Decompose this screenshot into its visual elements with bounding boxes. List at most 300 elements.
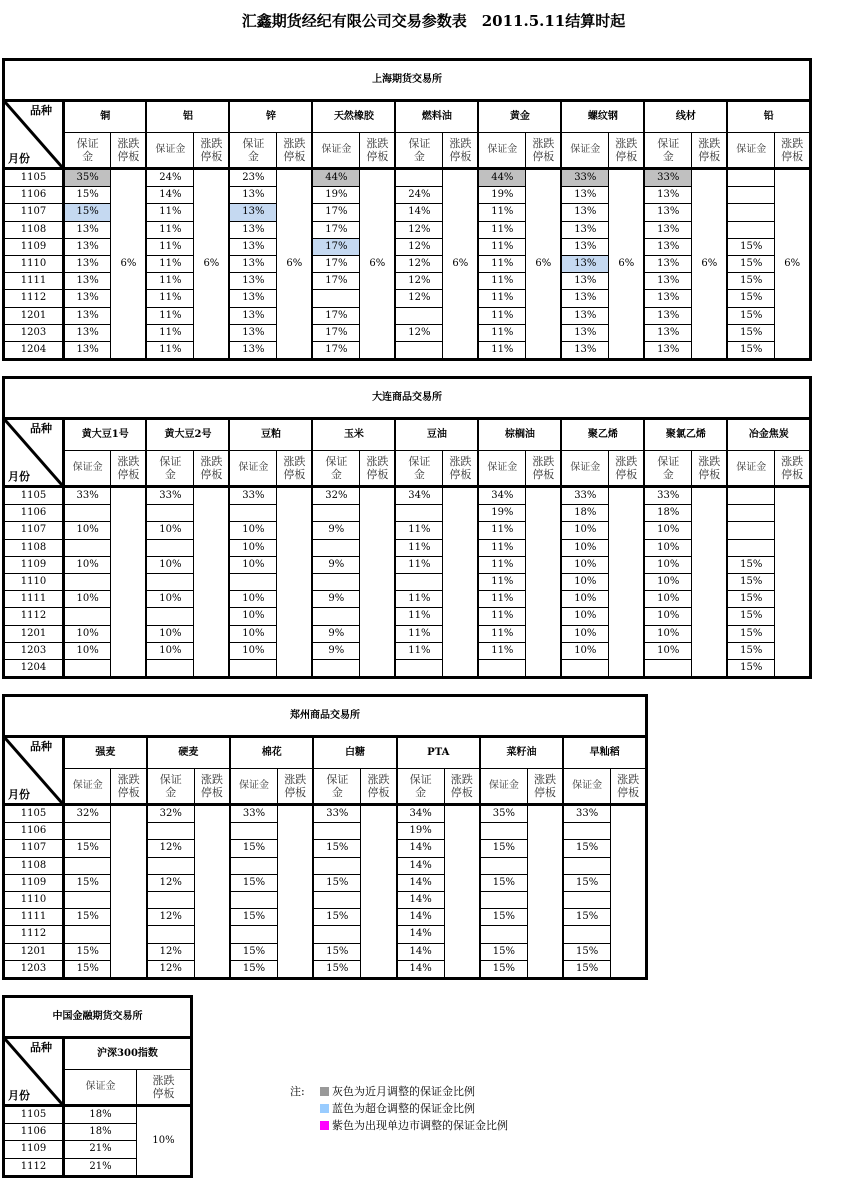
margin-header	[644, 451, 691, 487]
margin-cell: 17%	[312, 307, 359, 324]
margin-header: 保证金	[312, 133, 359, 169]
subheader-row	[4, 769, 647, 805]
legend-label: 注:	[290, 1085, 305, 1098]
limit-header-text: 涨跌 停板	[617, 772, 640, 799]
month-cell: 1204	[4, 341, 64, 359]
margin-cell: 9%	[312, 591, 359, 608]
margin-cell: 10%	[229, 539, 276, 556]
grey-swatch-icon	[320, 1087, 329, 1096]
shfe-table	[2, 58, 812, 361]
margin-cell: 18%	[64, 1106, 137, 1124]
margin-cell: 15%	[64, 840, 111, 857]
margin-cell	[727, 187, 774, 204]
product-name: PTA	[397, 737, 480, 769]
margin-cell: 15%	[563, 943, 610, 960]
margin-cell	[313, 926, 360, 943]
margin-cell: 44%	[312, 169, 359, 187]
margin-cell: 15%	[727, 324, 774, 341]
limit-header	[443, 451, 479, 487]
margin-cell: 10%	[64, 591, 111, 608]
margin-cell	[312, 539, 359, 556]
margin-cell: 14%	[395, 204, 442, 221]
margin-cell: 12%	[395, 255, 442, 272]
month-cell: 1108	[4, 221, 64, 238]
limit-header-text: 涨跌 停板	[449, 136, 472, 163]
margin-cell: 10%	[561, 591, 608, 608]
margin-header	[64, 133, 111, 169]
limit-header-text: 涨跌 停板	[367, 772, 390, 799]
margin-cell: 19%	[478, 187, 525, 204]
margin-cell: 15%	[230, 874, 277, 891]
margin-header-text: 保证 金	[408, 454, 431, 481]
margin-header: 保证金	[478, 133, 525, 169]
margin-cell: 10%	[644, 539, 691, 556]
margin-cell	[312, 659, 359, 677]
margin-cell: 12%	[147, 874, 194, 891]
margin-cell: 32%	[312, 487, 359, 505]
margin-cell: 10%	[561, 539, 608, 556]
margin-cell: 34%	[478, 487, 525, 505]
margin-cell: 15%	[313, 874, 360, 891]
margin-cell: 13%	[644, 324, 691, 341]
month-cell: 1111	[4, 273, 64, 290]
limit-header-text: 涨跌 停板	[284, 772, 307, 799]
month-cell: 1203	[4, 960, 64, 978]
margin-cell: 13%	[229, 290, 276, 307]
margin-cell	[480, 823, 527, 840]
product-name: 燃料油	[395, 101, 478, 133]
margin-cell: 15%	[313, 840, 360, 857]
margin-header-text: 保证 金	[409, 772, 432, 799]
product-name: 豆粕	[229, 419, 312, 451]
month-cell: 1112	[4, 926, 64, 943]
margin-cell	[395, 659, 442, 677]
corner-product-label: 品种	[30, 740, 52, 753]
margin-cell	[229, 573, 276, 590]
margin-cell	[727, 522, 774, 539]
month-cell: 1112	[4, 290, 64, 307]
margin-cell: 11%	[395, 522, 442, 539]
product-name: 铝	[146, 101, 229, 133]
margin-cell	[563, 891, 610, 908]
margin-cell: 33%	[64, 487, 111, 505]
margin-cell	[146, 505, 193, 522]
margin-cell: 15%	[230, 840, 277, 857]
margin-cell: 15%	[727, 659, 774, 677]
product-header-row	[4, 737, 647, 769]
margin-cell: 15%	[727, 556, 774, 573]
product-name: 棉花	[230, 737, 313, 769]
limit-header	[194, 769, 230, 805]
product-name: 螺纹钢	[561, 101, 644, 133]
margin-cell: 11%	[395, 556, 442, 573]
margin-cell: 11%	[146, 307, 193, 324]
product-name: 菜籽油	[480, 737, 563, 769]
product-name: 聚氯乙烯	[644, 419, 727, 451]
legend-row	[290, 1100, 508, 1117]
margin-cell: 10%	[146, 522, 193, 539]
margin-cell: 12%	[395, 273, 442, 290]
margin-header: 保证金	[561, 133, 608, 169]
margin-cell	[395, 307, 442, 324]
subheader-row	[4, 451, 811, 487]
margin-cell: 13%	[229, 324, 276, 341]
margin-cell: 11%	[395, 539, 442, 556]
margin-cell: 11%	[478, 307, 525, 324]
margin-cell: 10%	[229, 522, 276, 539]
margin-cell	[312, 573, 359, 590]
margin-header	[397, 769, 444, 805]
margin-cell: 10%	[229, 642, 276, 659]
margin-cell: 13%	[229, 307, 276, 324]
margin-cell: 13%	[644, 341, 691, 359]
margin-cell: 12%	[147, 960, 194, 978]
limit-header-text: 涨跌 停板	[200, 454, 223, 481]
product-name: 早籼稻	[563, 737, 646, 769]
margin-cell	[147, 823, 194, 840]
limit-header-text: 涨跌 停板	[117, 454, 140, 481]
margin-cell: 10%	[644, 556, 691, 573]
margin-cell: 13%	[644, 238, 691, 255]
limit-header	[277, 451, 313, 487]
margin-cell: 11%	[146, 290, 193, 307]
limit-header	[360, 133, 396, 169]
margin-cell: 13%	[644, 307, 691, 324]
margin-cell: 11%	[146, 204, 193, 221]
margin-cell: 15%	[563, 840, 610, 857]
limit-header	[277, 133, 313, 169]
limit-header-text: 涨跌 停板	[532, 454, 555, 481]
limit-header	[136, 1070, 191, 1106]
margin-cell	[480, 926, 527, 943]
margin-cell	[395, 169, 442, 187]
exchange-name: 中国金融期货交易所	[4, 997, 192, 1038]
corner-header	[4, 419, 64, 487]
margin-cell: 11%	[146, 341, 193, 359]
margin-cell: 12%	[395, 221, 442, 238]
margin-cell: 13%	[561, 238, 608, 255]
margin-cell	[64, 857, 111, 874]
margin-cell: 10%	[64, 625, 111, 642]
month-cell: 1109	[4, 556, 64, 573]
margin-cell	[64, 823, 111, 840]
margin-cell: 15%	[64, 960, 111, 978]
margin-cell: 11%	[478, 539, 525, 556]
margin-header: 保证金	[727, 451, 774, 487]
document-title: 汇鑫期货经纪有限公司交易参数表 2011.5.11结算时起	[241, 12, 626, 30]
limit-cell: 6%	[526, 169, 562, 360]
margin-cell: 13%	[64, 273, 111, 290]
product-name: 线材	[644, 101, 727, 133]
margin-cell	[395, 505, 442, 522]
margin-cell: 13%	[561, 324, 608, 341]
margin-cell: 33%	[644, 169, 691, 187]
margin-cell: 15%	[727, 591, 774, 608]
margin-cell	[727, 505, 774, 522]
exchange-title-row	[4, 997, 192, 1038]
margin-cell: 15%	[727, 608, 774, 625]
margin-cell: 14%	[397, 874, 444, 891]
limit-header	[609, 133, 645, 169]
margin-cell: 32%	[147, 805, 194, 823]
margin-header	[146, 451, 193, 487]
margin-cell: 14%	[146, 187, 193, 204]
margin-cell: 34%	[397, 805, 444, 823]
margin-cell: 21%	[64, 1158, 137, 1176]
margin-cell: 11%	[146, 273, 193, 290]
table-row	[4, 1106, 192, 1124]
margin-cell	[230, 857, 277, 874]
margin-cell: 9%	[312, 556, 359, 573]
margin-cell: 11%	[478, 625, 525, 642]
margin-cell: 24%	[146, 169, 193, 187]
margin-cell: 13%	[229, 187, 276, 204]
product-name: 强麦	[64, 737, 147, 769]
margin-cell	[64, 608, 111, 625]
month-cell: 1109	[4, 874, 64, 891]
limit-header	[278, 769, 314, 805]
limit-header-text: 涨跌 停板	[532, 136, 555, 163]
limit-header	[194, 133, 230, 169]
product-name: 锌	[229, 101, 312, 133]
margin-cell: 11%	[478, 522, 525, 539]
margin-header	[395, 133, 442, 169]
margin-cell	[64, 539, 111, 556]
margin-cell: 13%	[644, 204, 691, 221]
month-cell: 1106	[4, 187, 64, 204]
margin-cell	[312, 290, 359, 307]
margin-cell	[480, 857, 527, 874]
limit-cell	[443, 487, 479, 678]
month-cell: 1106	[4, 823, 64, 840]
corner-month-label: 月份	[8, 152, 30, 165]
product-name: 聚乙烯	[561, 419, 644, 451]
limit-header	[111, 769, 147, 805]
corner-header	[4, 737, 64, 805]
exchange-name: 郑州商品交易所	[4, 696, 647, 737]
margin-cell: 13%	[64, 221, 111, 238]
month-cell: 1109	[4, 238, 64, 255]
legend-text: 灰色为近月调整的保证金比例	[332, 1085, 475, 1098]
margin-cell: 10%	[146, 556, 193, 573]
margin-cell: 13%	[64, 324, 111, 341]
margin-cell: 18%	[561, 505, 608, 522]
margin-cell: 14%	[397, 909, 444, 926]
margin-cell: 10%	[229, 608, 276, 625]
margin-cell: 10%	[561, 556, 608, 573]
margin-cell: 15%	[64, 204, 111, 221]
month-cell: 1203	[4, 642, 64, 659]
margin-cell: 11%	[478, 273, 525, 290]
margin-cell: 13%	[561, 273, 608, 290]
limit-cell	[360, 487, 396, 678]
margin-cell: 9%	[312, 625, 359, 642]
margin-cell: 10%	[561, 573, 608, 590]
limit-header-text: 涨跌 停板	[117, 136, 140, 163]
margin-header: 保证金	[478, 451, 525, 487]
margin-cell: 13%	[229, 255, 276, 272]
magenta-swatch-icon	[320, 1121, 329, 1130]
margin-cell: 14%	[397, 840, 444, 857]
margin-cell	[312, 505, 359, 522]
limit-header	[775, 133, 811, 169]
margin-cell: 14%	[397, 943, 444, 960]
margin-cell: 15%	[727, 341, 774, 359]
margin-cell: 12%	[395, 238, 442, 255]
margin-cell: 10%	[644, 573, 691, 590]
table-row	[4, 169, 811, 187]
margin-cell: 11%	[146, 221, 193, 238]
limit-header-text: 涨跌 停板	[698, 136, 721, 163]
product-name: 铅	[727, 101, 810, 133]
margin-cell	[230, 823, 277, 840]
corner-product-label: 品种	[30, 104, 52, 117]
product-name: 白糖	[313, 737, 396, 769]
margin-cell: 10%	[644, 522, 691, 539]
czce-table	[2, 694, 648, 980]
margin-cell	[478, 659, 525, 677]
margin-cell: 13%	[644, 255, 691, 272]
margin-cell: 15%	[313, 943, 360, 960]
limit-header	[111, 133, 147, 169]
margin-cell: 11%	[478, 221, 525, 238]
margin-cell	[146, 539, 193, 556]
margin-cell: 10%	[561, 608, 608, 625]
margin-cell: 10%	[146, 642, 193, 659]
limit-header-text: 涨跌 停板	[781, 454, 804, 481]
margin-cell	[64, 505, 111, 522]
corner-header	[4, 1038, 64, 1106]
margin-cell: 13%	[644, 290, 691, 307]
margin-cell: 14%	[397, 926, 444, 943]
limit-header	[609, 451, 645, 487]
margin-cell: 10%	[644, 608, 691, 625]
limit-header	[692, 451, 728, 487]
product-name: 沪深300指数	[64, 1038, 192, 1070]
blue-swatch-icon	[320, 1104, 329, 1113]
margin-cell: 33%	[146, 487, 193, 505]
month-cell: 1105	[4, 805, 64, 823]
margin-cell: 33%	[230, 805, 277, 823]
margin-cell: 11%	[478, 341, 525, 359]
margin-cell	[64, 926, 111, 943]
margin-cell: 35%	[64, 169, 111, 187]
margin-cell	[230, 926, 277, 943]
month-cell: 1111	[4, 591, 64, 608]
limit-cell	[111, 805, 147, 979]
limit-header	[526, 133, 562, 169]
margin-cell: 12%	[147, 943, 194, 960]
margin-cell: 15%	[727, 238, 774, 255]
margin-header-text: 保证 金	[159, 454, 182, 481]
margin-cell: 17%	[312, 221, 359, 238]
margin-cell: 13%	[561, 187, 608, 204]
margin-cell: 19%	[478, 505, 525, 522]
margin-cell: 11%	[478, 255, 525, 272]
margin-cell: 15%	[230, 909, 277, 926]
month-cell: 1110	[4, 891, 64, 908]
margin-cell: 10%	[64, 556, 111, 573]
margin-header: 保证金	[229, 451, 276, 487]
limit-header-text: 涨跌 停板	[615, 454, 638, 481]
limit-header	[111, 451, 147, 487]
margin-cell	[480, 891, 527, 908]
margin-cell: 15%	[64, 943, 111, 960]
margin-cell: 13%	[561, 255, 608, 272]
margin-header-text: 保证 金	[159, 772, 182, 799]
margin-cell: 15%	[480, 960, 527, 978]
margin-header	[313, 769, 360, 805]
table-row	[4, 805, 647, 823]
margin-cell: 11%	[478, 642, 525, 659]
month-cell: 1106	[4, 1124, 64, 1141]
margin-cell: 10%	[644, 591, 691, 608]
margin-cell: 17%	[312, 341, 359, 359]
margin-cell: 12%	[395, 290, 442, 307]
legend-row	[290, 1083, 508, 1100]
margin-header-text: 保证 金	[326, 772, 349, 799]
corner-month-label: 月份	[8, 1089, 30, 1102]
margin-cell: 13%	[561, 341, 608, 359]
margin-cell: 15%	[64, 909, 111, 926]
margin-cell: 13%	[229, 204, 276, 221]
margin-cell: 13%	[229, 273, 276, 290]
margin-cell	[146, 659, 193, 677]
limit-cell: 6%	[194, 169, 230, 360]
margin-header: 保证金	[64, 451, 111, 487]
month-cell: 1110	[4, 255, 64, 272]
margin-cell: 11%	[478, 591, 525, 608]
limit-header	[526, 451, 562, 487]
month-cell: 1201	[4, 943, 64, 960]
legend	[290, 1083, 508, 1134]
margin-cell: 17%	[312, 255, 359, 272]
limit-cell	[526, 487, 562, 678]
margin-cell: 11%	[395, 642, 442, 659]
margin-cell: 14%	[397, 891, 444, 908]
margin-cell: 15%	[230, 960, 277, 978]
limit-header-text: 涨跌 停板	[698, 454, 721, 481]
margin-cell: 15%	[480, 840, 527, 857]
product-name: 玉米	[312, 419, 395, 451]
limit-header	[527, 769, 563, 805]
product-header-row	[4, 101, 811, 133]
margin-cell	[312, 608, 359, 625]
margin-header	[229, 133, 276, 169]
margin-cell: 15%	[563, 909, 610, 926]
margin-cell: 12%	[147, 840, 194, 857]
limit-cell	[278, 805, 314, 979]
margin-cell: 11%	[478, 290, 525, 307]
product-header-row	[4, 1038, 192, 1070]
margin-cell: 13%	[64, 238, 111, 255]
margin-cell	[727, 169, 774, 187]
margin-cell	[313, 823, 360, 840]
margin-cell: 11%	[146, 324, 193, 341]
margin-cell: 11%	[478, 573, 525, 590]
month-cell: 1110	[4, 573, 64, 590]
limit-header-text: 涨跌 停板	[366, 136, 389, 163]
margin-cell: 10%	[229, 591, 276, 608]
limit-cell	[775, 487, 811, 678]
limit-header-text: 涨跌 停板	[366, 454, 389, 481]
margin-header-text: 保证 金	[408, 136, 431, 163]
limit-cell	[444, 805, 480, 979]
margin-cell: 15%	[64, 187, 111, 204]
limit-cell	[277, 487, 313, 678]
margin-cell	[395, 341, 442, 359]
limit-cell	[611, 805, 647, 979]
